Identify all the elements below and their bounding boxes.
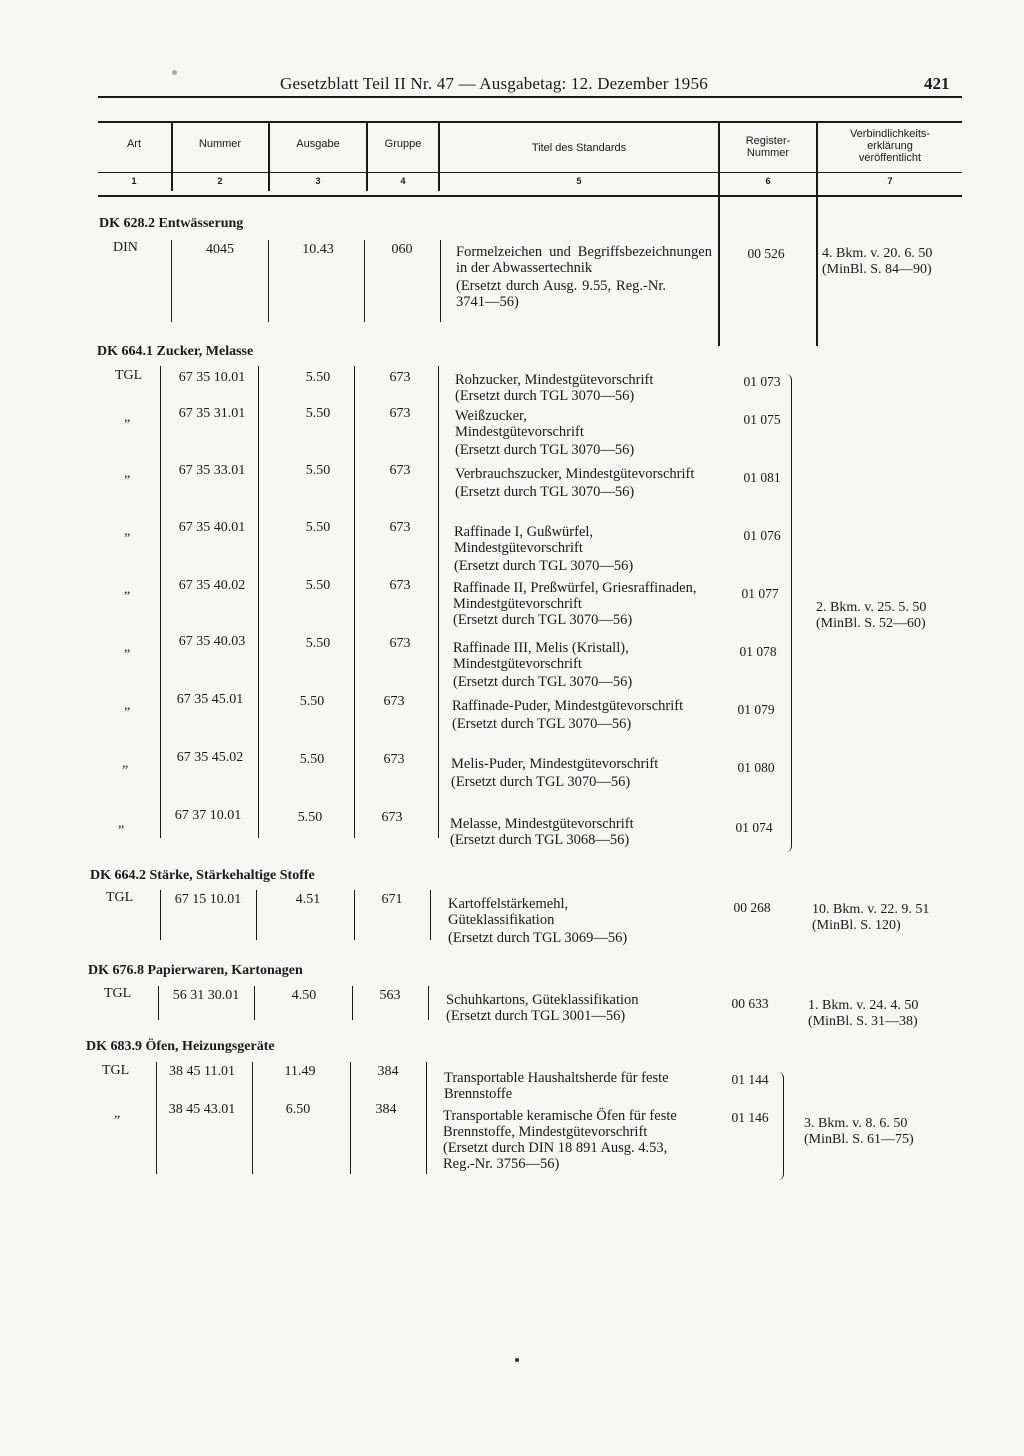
row-register: 01 076 (743, 528, 781, 543)
row-titel-text: Schuhkartons, Güteklassifikation (446, 992, 639, 1008)
row-titel-text: Melis-Puder, Mindestgütevorschrift (451, 756, 659, 772)
row-register: 01 079 (737, 702, 775, 717)
row-titel (448, 896, 668, 946)
table-number-rule (98, 172, 962, 173)
row-nummer: 67 35 40.01 (178, 520, 246, 535)
colnum-1: 1 (131, 176, 137, 186)
row-art: „ (114, 1106, 121, 1121)
row-titel-text: Verbrauchszucker, Mindestgütevorschrift (455, 466, 695, 482)
verbindlichkeit-line2: (MinBl. S. 84—90) (822, 262, 932, 277)
colhead-ausgabe: Ausgabe (296, 138, 340, 150)
verbindlichkeit-line1: 10. Bkm. v. 22. 9. 51 (812, 902, 930, 917)
row-gruppe: 673 (389, 520, 411, 535)
row-ersatz: (Ersetzt durch TGL 3070—56) (455, 388, 635, 404)
colnum-2: 2 (217, 176, 223, 186)
row-titel (450, 816, 710, 848)
verbindlichkeit-line1: 2. Bkm. v. 25. 5. 50 (816, 600, 927, 615)
row-nummer: 56 31 30.01 (172, 988, 240, 1003)
row-register: 01 144 (731, 1072, 769, 1087)
colhead-gruppe: Gruppe (384, 138, 422, 150)
row-nummer: 67 35 40.02 (178, 578, 246, 593)
section-heading: DK 676.8 Papierwaren, Kartonagen (88, 963, 303, 978)
row-titel-text: Raffinade I, Gußwürfel, Mindestgütevorschrift (454, 524, 594, 556)
row-titel (455, 372, 717, 404)
row-ausgabe: 4.50 (291, 988, 317, 1003)
row-ersatz: (Ersetzt durch TGL 3070—56) (452, 716, 632, 732)
row-ausgabe: 5.50 (305, 406, 331, 421)
row-register: 00 268 (733, 900, 771, 915)
row-separator (440, 240, 441, 322)
row-register: 01 073 (743, 374, 781, 389)
row-nummer: 67 35 31.01 (178, 406, 246, 421)
row-nummer: 38 45 43.01 (168, 1102, 236, 1117)
row-nummer: 67 35 33.01 (178, 463, 246, 478)
row-nummer: 67 35 10.01 (178, 370, 246, 385)
row-art: „ (124, 698, 131, 713)
row-nummer: 67 35 40.03 (178, 634, 246, 649)
row-art: „ (124, 582, 131, 597)
row-art: TGL (102, 1063, 130, 1078)
verbindlichkeit-line2: (MinBl. S. 120) (812, 918, 901, 933)
row-ausgabe: 5.50 (299, 694, 325, 709)
row-ersatz: (Ersetzt durch TGL 3070—56) (455, 484, 635, 500)
row-gruppe: 563 (379, 988, 401, 1003)
row-ersatz: (Ersetzt durch TGL 3070—56) (455, 442, 635, 458)
colnum-6: 6 (765, 176, 771, 186)
row-nummer: 67 37 10.01 (174, 808, 242, 823)
verbindlichkeit-entry (808, 998, 918, 1030)
section-heading: DK 628.2 Entwässerung (99, 216, 244, 231)
row-ersatz: (Ersetzt durch TGL 3001—56) (446, 1008, 626, 1024)
row-nummer: 67 35 45.01 (176, 692, 244, 707)
row-separator (430, 890, 431, 940)
row-art: TGL (106, 890, 134, 905)
page-number: 421 (924, 74, 950, 93)
row-titel (454, 524, 708, 574)
row-register: 01 081 (743, 470, 781, 485)
row-titel-text: Transportable keramische Öfen für feste Brennstoffe, Mindestgütevorschrift (443, 1108, 677, 1140)
row-ersatz: (Ersetzt durch TGL 3070—56) (453, 674, 633, 690)
row-register: 01 078 (739, 644, 777, 659)
row-ausgabe: 5.50 (305, 370, 331, 385)
colnum-5: 5 (576, 176, 582, 186)
row-titel-text: Kartoffelstärkemehl, Güteklassifikation (448, 896, 569, 928)
row-separator (438, 366, 439, 838)
row-art: „ (124, 640, 131, 655)
row-nummer: 38 45 11.01 (169, 1064, 235, 1079)
row-art: TGL (115, 368, 143, 383)
row-art: „ (124, 410, 131, 425)
verbindlichkeit-line2: (MinBl. S. 61—75) (804, 1132, 914, 1147)
colhead-register: Register- Nummer (745, 135, 791, 159)
row-separator (426, 1062, 427, 1174)
row-titel-text: Melasse, Mindestgütevorschrift (450, 816, 634, 832)
row-separator (428, 986, 429, 1020)
row-register: 01 080 (737, 760, 775, 775)
row-ersatz: (Ersetzt durch TGL 3068—56) (450, 832, 630, 848)
print-speck (515, 1358, 519, 1362)
row-titel (446, 992, 708, 1024)
row-ausgabe: 5.50 (305, 520, 331, 535)
row-titel-text: Formelzeichen und Begriffsbezeichnungen in der Abwassertechnik (456, 244, 712, 276)
row-gruppe: 384 (377, 1064, 399, 1079)
row-art: „ (122, 756, 129, 771)
row-nummer: 67 15 10.01 (174, 892, 242, 907)
row-register: 00 633 (731, 996, 769, 1011)
row-titel (455, 466, 695, 500)
row-ausgabe: 10.43 (302, 242, 334, 257)
row-titel-text: Transportable Haushaltsherde für feste Brennstoffe (444, 1070, 669, 1102)
row-ausgabe: 5.50 (299, 752, 325, 767)
row-ersatz: (Ersetzt durch TGL 3070—56) (453, 612, 633, 628)
row-ersatz: (Ersetzt durch TGL 3069—56) (448, 930, 628, 946)
row-titel-text: Raffinade II, Preßwürfel, Griesraffinaden, Mindestgütevorschrift (453, 580, 697, 612)
row-ersatz: (Ersetzt durch DIN 18 891 Ausg. 4.53, Reg.-Nr. 3756—56) (443, 1140, 668, 1172)
section-heading: DK 664.1 Zucker, Melasse (97, 344, 254, 359)
section-heading: DK 683.9 Öfen, Heizungsgeräte (86, 1039, 275, 1054)
row-ausgabe: 5.50 (297, 810, 323, 825)
row-gruppe: 673 (389, 406, 411, 421)
row-gruppe: 673 (389, 370, 411, 385)
colnum-7: 7 (887, 176, 893, 186)
row-separator (160, 366, 161, 838)
row-nummer: 4045 (206, 242, 234, 257)
row-separator (256, 890, 257, 940)
colnum-4: 4 (400, 176, 406, 186)
group-brace (778, 1072, 784, 1180)
verbindlichkeit-entry (816, 600, 926, 632)
row-art: TGL (104, 986, 132, 1001)
verbindlichkeit-entry (804, 1116, 914, 1148)
row-titel (455, 408, 655, 458)
row-register: 01 075 (743, 412, 781, 427)
verbindlichkeit-line1: 1. Bkm. v. 24. 4. 50 (808, 998, 919, 1013)
table-top-rule (98, 121, 962, 123)
print-speck (172, 70, 177, 75)
row-separator (258, 366, 259, 838)
verbindlichkeit-entry (812, 902, 929, 934)
row-ersatz: (Ersetzt durch Ausg. 9.55, Reg.-Nr. 3741—56) (456, 278, 666, 310)
row-ersatz: (Ersetzt durch TGL 3070—56) (451, 774, 631, 790)
verbindlichkeit-line1: 4. Bkm. v. 20. 6. 50 (822, 246, 933, 261)
row-ausgabe: 6.50 (285, 1102, 311, 1117)
row-titel-text: Raffinade III, Melis (Kristall), Mindestgütevorschrift (453, 640, 629, 672)
group-brace (786, 374, 792, 852)
row-titel (456, 244, 712, 310)
row-nummer: 67 35 45.02 (176, 750, 244, 765)
verbindlichkeit-line1: 3. Bkm. v. 8. 6. 50 (804, 1116, 908, 1131)
row-art: „ (124, 466, 131, 481)
row-register: 01 077 (741, 586, 779, 601)
row-gruppe: 673 (383, 752, 405, 767)
verbindlichkeit-line2: (MinBl. S. 52—60) (816, 616, 926, 631)
section-heading: DK 664.2 Stärke, Stärkehaltige Stoffe (90, 868, 315, 883)
row-titel (444, 1070, 684, 1102)
row-gruppe: 673 (383, 694, 405, 709)
row-ausgabe: 4.51 (295, 892, 321, 907)
row-titel (451, 756, 691, 790)
row-ersatz: (Ersetzt durch TGL 3070—56) (454, 558, 634, 574)
row-register: 01 074 (735, 820, 773, 835)
header-rule (98, 96, 962, 98)
row-titel-text: Rohzucker, Mindestgütevorschrift (455, 372, 654, 388)
colhead-titel: Titel des Standards (531, 142, 627, 154)
row-ausgabe: 11.49 (284, 1064, 316, 1079)
colnum-3: 3 (315, 176, 321, 186)
row-titel-text: Raffinade-Puder, Mindestgütevorschrift (452, 698, 684, 714)
row-gruppe: 673 (389, 578, 411, 593)
row-gruppe: 673 (389, 636, 411, 651)
row-ausgabe: 5.50 (305, 463, 331, 478)
row-titel (443, 1108, 683, 1172)
colhead-nummer: Nummer (198, 138, 242, 150)
colhead-verbindlichkeit: Verbindlichkeits- erklärung veröffentlicht (849, 128, 931, 164)
row-titel-text: Weißzucker, Mindestgütevorschrift (455, 408, 584, 440)
row-gruppe: 384 (375, 1102, 397, 1117)
row-ausgabe: 5.50 (305, 636, 331, 651)
colhead-art: Art (126, 138, 142, 150)
row-gruppe: 671 (381, 892, 403, 907)
table-head-bottom-rule (98, 195, 962, 197)
verbindlichkeit-line2: (MinBl. S. 31—38) (808, 1014, 918, 1029)
row-register: 01 146 (731, 1110, 769, 1125)
row-register: 00 526 (747, 246, 785, 261)
row-gruppe: 673 (389, 463, 411, 478)
row-art: „ (124, 524, 131, 539)
row-ausgabe: 5.50 (305, 578, 331, 593)
row-titel (453, 640, 701, 690)
row-gruppe: 060 (391, 242, 413, 257)
row-art: „ (118, 816, 125, 831)
row-titel (452, 698, 692, 732)
row-art: DIN (113, 240, 138, 255)
row-gruppe: 673 (381, 810, 403, 825)
verbindlichkeit-entry (822, 246, 932, 278)
row-titel (453, 580, 711, 628)
page-header-title: Gesetzblatt Teil II Nr. 47 — Ausgabetag: 12. Dezember 1956 (280, 74, 708, 93)
